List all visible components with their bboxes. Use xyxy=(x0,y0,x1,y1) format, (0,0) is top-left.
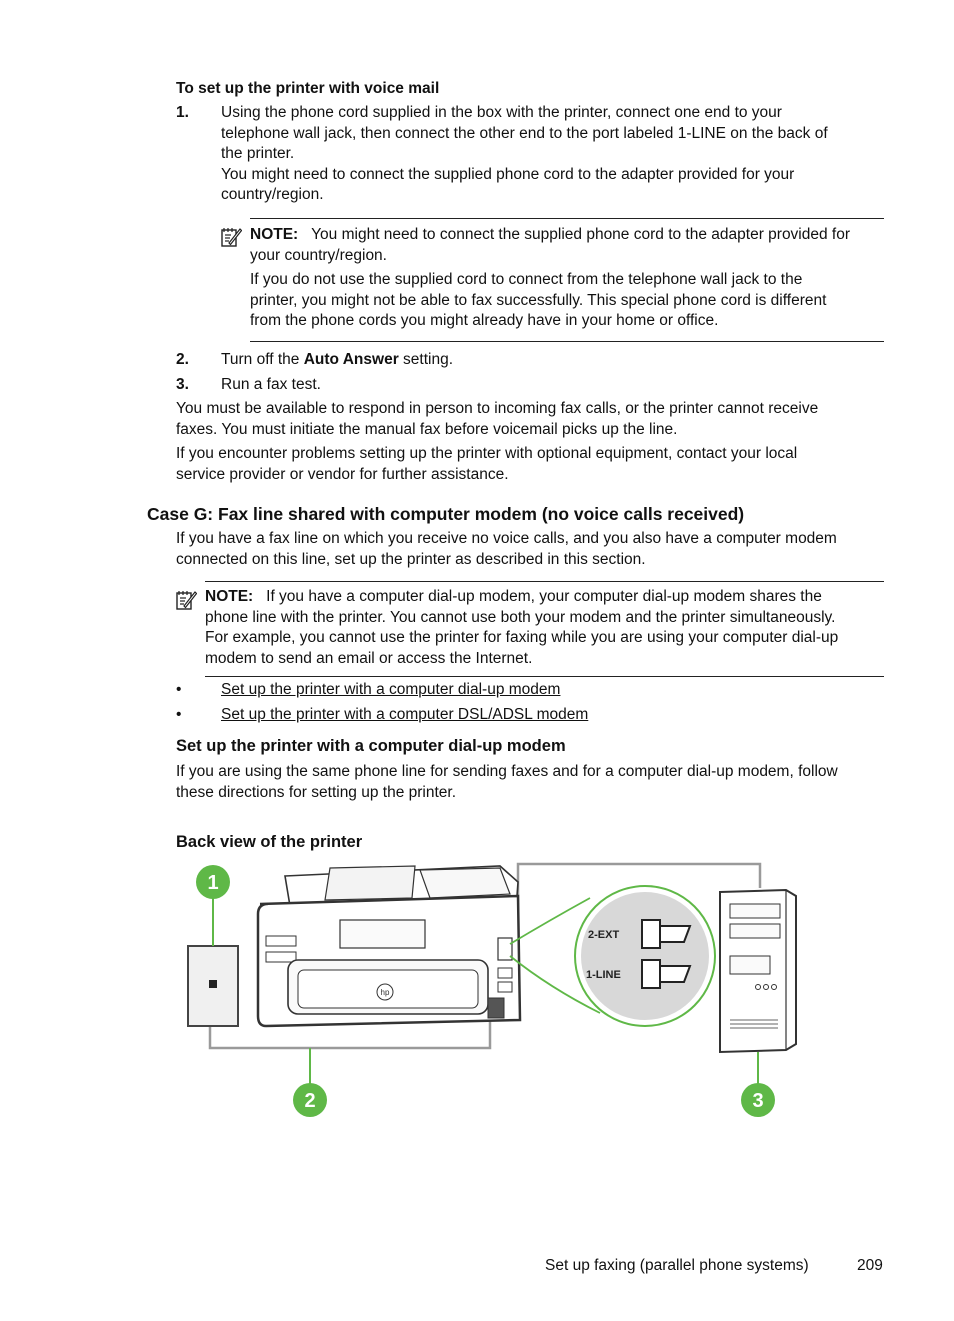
step-1-line: telephone wall jack, then connect the other end to the port labeled 1-LINE on the back of xyxy=(221,124,828,142)
note-2 xyxy=(205,587,889,669)
figure-title: Back view of the printer xyxy=(176,833,363,851)
paragraph-line: these directions for setting up the printer. xyxy=(176,783,457,801)
page-number: 209 xyxy=(857,1257,883,1274)
step-number-2: 2. xyxy=(176,351,189,368)
callout-2 xyxy=(293,1048,327,1117)
step-3-text: Run a fax test. xyxy=(221,376,321,393)
link-dial-up-modem[interactable]: Set up the printer with a computer dial-up modem xyxy=(221,681,561,698)
port-label-1-line: 1-LINE xyxy=(586,969,621,981)
footer-section-title: Set up faxing (parallel phone systems) xyxy=(545,1257,809,1274)
note-2-text: For example, you cannot use the printer for faxing while you are using your computer dial-up xyxy=(205,629,839,646)
case-g-intro xyxy=(176,529,896,570)
step-number-1: 1. xyxy=(176,104,189,121)
step-2-text xyxy=(221,350,886,371)
printer xyxy=(258,866,520,1026)
callout-3 xyxy=(741,1052,775,1117)
step-2-pre: Turn off the xyxy=(221,351,304,368)
callout-1 xyxy=(196,865,230,946)
bullet: • xyxy=(176,706,182,723)
callout-3-label: 3 xyxy=(752,1090,764,1112)
paragraph-line: connected on this line, set up the printer as described in this section. xyxy=(176,550,646,568)
note-2-text: phone line with the printer. You cannot use both your modem and the printer simultaneously. xyxy=(205,608,836,626)
paragraph-line: faxes. You must initiate the manual fax before voicemail picks up the line. xyxy=(176,420,678,438)
note-1-para2: If you do not use the supplied cord to connect from the telephone wall jack to the xyxy=(250,271,803,288)
note-1-para2: printer, you might not be able to fax successfully. This special phone cord is different xyxy=(250,291,827,309)
step-1-line: Using the phone cord supplied in the box with the printer, connect one end to your xyxy=(221,104,782,121)
paragraph-line: If you encounter problems setting up the printer with optional equipment, contact your local xyxy=(176,445,798,462)
paragraph-line: You must be available to respond in person to incoming fax calls, or the printer cannot receive xyxy=(176,400,819,417)
note-2-text: If you have a computer dial-up modem, your computer dial-up modem shares the xyxy=(266,588,822,605)
auto-answer-setting: Auto Answer xyxy=(303,351,399,368)
note-1-para2: from the phone cords you might already have in your home or office. xyxy=(250,312,719,329)
back-view-diagram xyxy=(180,858,810,1120)
step-2-post: setting. xyxy=(398,351,454,368)
port-label-2-ext: 2-EXT xyxy=(588,929,620,941)
step-1-extra: You might need to connect the supplied phone cord to the adapter provided for your xyxy=(221,165,795,183)
paragraph-problems xyxy=(176,444,896,485)
bullet: • xyxy=(176,681,182,698)
note-1-text: You might need to connect the supplied phone cord to the adapter provided for xyxy=(311,226,851,243)
dial-up-intro xyxy=(176,762,896,803)
note-icon xyxy=(220,226,242,248)
port-detail xyxy=(575,886,715,1026)
note-label: NOTE: xyxy=(205,588,254,605)
paragraph-line: service provider or vendor for further assistance. xyxy=(176,465,509,483)
hp-logo: hp xyxy=(380,988,390,997)
note-1 xyxy=(250,225,890,332)
note-top-rule xyxy=(205,581,884,582)
note-bottom-rule xyxy=(250,341,884,342)
paragraph-available xyxy=(176,399,896,440)
note-top-rule xyxy=(250,218,884,219)
link-dsl-adsl-modem[interactable]: Set up the printer with a computer DSL/ADSL modem xyxy=(221,706,589,723)
step-number-3: 3. xyxy=(176,376,189,393)
computer-tower xyxy=(720,890,796,1052)
wall-jack xyxy=(188,946,238,1026)
paragraph-line: If you are using the same phone line for sending faxes and for a computer dial-up modem, follow xyxy=(176,763,838,780)
note-label: NOTE: xyxy=(250,226,299,243)
step-1-line: the printer. xyxy=(221,145,295,162)
callout-1-label: 1 xyxy=(207,872,219,894)
callout-2-label: 2 xyxy=(304,1090,316,1112)
step-1-text xyxy=(221,103,886,206)
note-2-text: modem to send an email or access the Internet. xyxy=(205,649,533,667)
case-g-heading: Case G: Fax line shared with computer modem (no voice calls received) xyxy=(147,504,745,524)
step-1-extra: country/region. xyxy=(221,186,324,203)
paragraph-line: If you have a fax line on which you receive no voice calls, and you also have a computer modem xyxy=(176,530,837,547)
section-heading-voice-mail: To set up the printer with voice mail xyxy=(176,80,440,97)
dial-up-heading: Set up the printer with a computer dial-up modem xyxy=(176,737,566,755)
note-icon xyxy=(175,589,197,611)
note-bottom-rule xyxy=(205,676,884,677)
note-1-text: your country/region. xyxy=(250,246,387,264)
